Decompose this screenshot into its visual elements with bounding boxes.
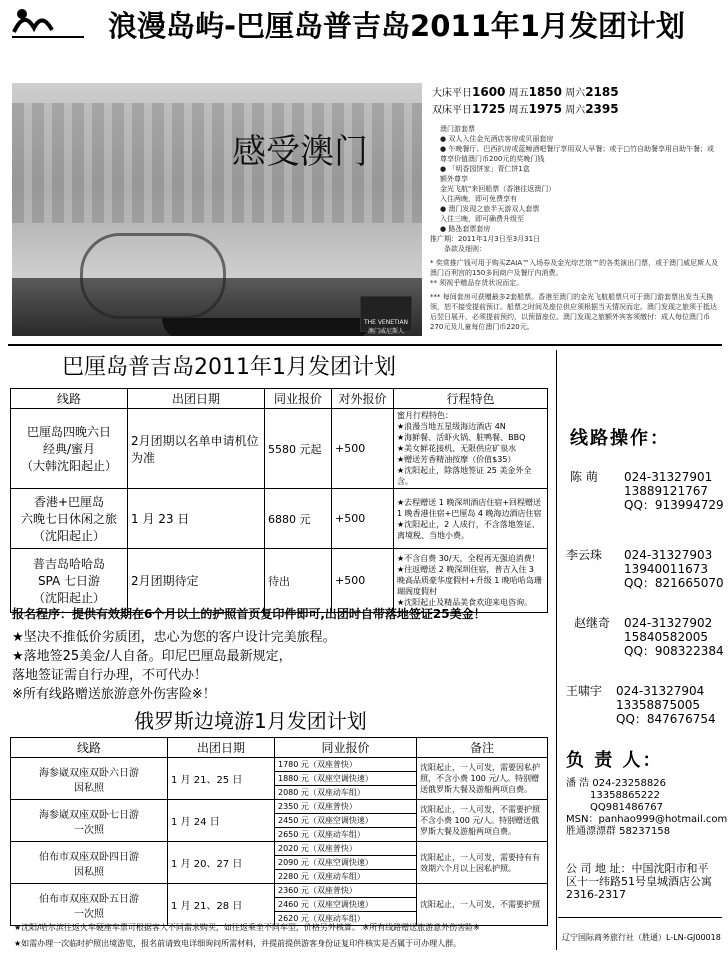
table-row: 香港+巴厘岛 六晚七日休闲之旅 （沈阳起止） 1 月 23 日 6880 元 +500 ★去程赠送 1 晚深圳酒店住宿+回程赠送 1 晚香港住宿+巴厘岛 4 晚海边酒店住宿 ★沈阳起止，2 人成行，不含落地签证、离境税、当地小费。: [11, 489, 548, 549]
table-row: 海参崴双座双卧六日游 因私照 1 月 21、25 日 1780 元（双座普快） 1880 元（双座空调快速） 2080 元（双座动车组） 沈阳起止，一人可发，需要因私护照，不含小费 100 元/人。特别赠送俄罗斯大餐及游船两项自费。: [11, 758, 548, 800]
signup-procedure: 报名程序：提供有效期在6个月以上的护照首页复印件即可,出团时自带落地签证25美金！: [12, 607, 486, 621]
license-number: 辽宁国际商务旅行社（胜通）L-LN-GJ00018: [562, 933, 721, 942]
promo-details: 澳门游套票 ● 双人入住金光酒店客房或贝丽套房 ● 午晚餐厅、巴西扒房或蓝鲸酒吧餐厅享用双人早餐；或于□竹自助餐享用自助午餐；或尊享价值澳门币200元的奖晚门钱 ● 「明香园饼家」青仁饼1盒 额外尊享 金光飞航"来回船票（香港往返澳门） 入住两晚，即可免费享有 ● 澳门发现之旅半天游双人套票 入住三晚，即可确费升级至 ● 路氹套票套房 推广期：2011年1月3日至3月31日 条款及细则： * 奖赏推广钱可用于购买ZAIA™入场券及金光综艺馆™的各类演出门票，或于澳门威尼斯人及澳门百利宫的150多间商户及餐厅内消费。 ** 须视乎赠品存货状况而定。 *** 每间套房可获赠最多2套船票。香港至澳门的金光飞航船票只可于澳门游套票出发当天换领，恕不接受提前预订。船票之时间及座位供应须根据当天情况而定。澳门发现之旅须于抵达后翌日展开，必须提前预约，以预留座位。澳门发现之旅额外宾客须缴付：成人每位澳门币270元及儿童每位澳门币220元。: [430, 125, 719, 331]
russia-footnote-2: ★如需办理一次临时护照出境游览，报名前请致电详细询问所需材料，并提前提供游客身份证复印件核实是否属于可办理人群。: [14, 939, 462, 948]
column-divider: [556, 350, 557, 950]
bali-note-2: ★落地签25美金/人自备。印尼巴厘岛最新规定，: [12, 649, 292, 664]
bali-note-1: ★坚决不推低价劣质团，忠心为您的客户设计完美旅程。: [12, 630, 336, 645]
promo-slogan: 只有传奇 注定传奇: [22, 319, 89, 328]
price-line-2: 双床平日1725 周五1975 周六2395: [432, 102, 619, 116]
russia-schedule-table: [10, 737, 548, 926]
price-line-1: 大床平日1600 周五1850 周六2185: [432, 85, 619, 99]
contact-card: 陈 萌 024-31327901 13889121767 QQ：913994729: [570, 470, 724, 512]
table-row: 巴厘岛四晚六日 经典/蜜月 （大韩沈阳起止） 2月团期以名单申请机位为准 5580 元起 +500 蜜月行程特色： ★浪漫当地五星级海边酒店 4N ★海鲜餐、活虾火锅、脏鸭餐、BBQ ★美女鲜花接机、无限供应矿泉水 ★赠送芳香精油按摩（价值$35） ★沈阳起止，除落地签证 25 美金外全含。: [11, 409, 548, 489]
contact-card: 赵继奇 024-31327902 15840582005 QQ：908322384: [574, 616, 724, 658]
table-row: 普吉岛哈哈岛 SPA 七日游 （沈阳起止） 2月团期待定 待出 +500 ★不含自费 30/天，全程再无强迫消费！ ★往返赠送 2 晚深圳住宿，普吉入住 3 晚高品质豪华度假村+升级 1 晚哈哈岛珊瑚阁度假村 ★沈阳起止及精品美食欢迎来电咨询。: [11, 549, 548, 613]
logo-mark-icon: [8, 6, 94, 42]
contact-card: 王啸宇 024-31327904 13358875005 QQ：847676754: [566, 684, 716, 726]
bali-schedule-table: [10, 388, 548, 613]
table-row: 伯布市双座双卧五日游 一次照 1 月 21、28 日 2360 元（双座普快） 2460 元（双座空调快速） 2620 元（双座动车组） 沈阳起止，一人可发，不需要护照: [11, 884, 548, 926]
contact-card: 李云珠 024-31327903 13940011673 QQ：821665070: [566, 548, 724, 590]
promo-caption: 感受澳门: [232, 132, 368, 172]
russia-footnote-1: ★沈阳/哈尔滨往返火车硬座车票可根据客人不同需求购买，如往返乘坐不同车型，价格另外核算。 ※所有线路赠送旅游意外伤害险※: [14, 923, 480, 932]
bali-note-3: 落地签证需自行办理，不可代办！: [12, 668, 208, 683]
company-address: 公 司 地 址：中国沈阳市和平 区十一纬路51号皇城酒店公寓 2316-2317: [566, 862, 712, 901]
table-header-row: 线路 出团日期 同业报价 备注: [11, 738, 548, 758]
table-header-row: 线路 出团日期 同业报价 对外报价 行程特色: [11, 389, 548, 409]
bali-section-title: 巴厘岛普吉岛2011年1月发团计划: [62, 355, 396, 380]
manager-title: 负 责 人：: [566, 750, 663, 771]
manager-info: 潘 浩 024-23258826 13358865222 QQ981486767 MSN：panhao999@hotmail.com 胜通漂漂群 58237158: [566, 778, 728, 837]
operators-title: 线路操作：: [570, 428, 670, 449]
bali-note-4: ※所有线路赠送旅游意外伤害险※！: [12, 687, 216, 702]
venetian-logo: THE VENETIAN 澳门威尼斯人: [360, 296, 412, 332]
footer-divider: [558, 917, 722, 918]
section-divider: [8, 344, 722, 346]
table-row: 海参崴双座双卧七日游 一次照 1 月 24 日 2350 元（双座普快） 2450 元（双座空调快速） 2650 元（双座动车组） 沈阳起止，一人可发，不需要护照不含小费 100 元/人。特别赠送俄罗斯大餐及游船两项自费。: [11, 800, 548, 842]
russia-section-title: 俄罗斯边境游1月发团计划: [134, 709, 367, 733]
company-logo: [8, 6, 94, 42]
table-row: 伯布市双座双卧四日游 因私照 1 月 20、27 日 2020 元（双座普快） 2090 元（双座空调快速） 2280 元（双座动车组） 沈阳起止，一人可发，需要持有有效期六个月以上因私护照。: [11, 842, 548, 884]
page-title: 浪漫岛屿-巴厘岛普吉岛2011年1月发团计划: [108, 9, 685, 43]
